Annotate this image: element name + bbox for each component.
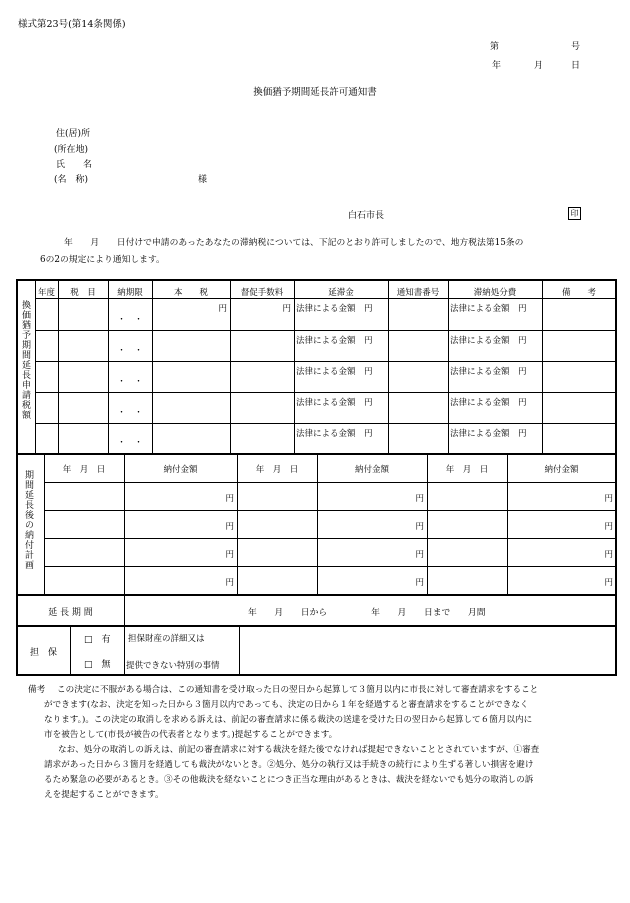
yen-unit: 円 bbox=[415, 550, 424, 560]
plan-header-date-1: 年 月 日 bbox=[62, 465, 106, 475]
issuer-name: 白石市長 bbox=[348, 211, 385, 221]
yen-unit: 円 bbox=[415, 522, 424, 532]
date-year-label: 年 bbox=[492, 61, 502, 71]
col-header-disposition-cost: 滞納処分費 bbox=[473, 288, 517, 298]
remarks-line: なお、処分の取消しの訴えは、前記の審査請求に対する裁決を経た後でなければ提起できないこととされていますが、①審査 bbox=[58, 745, 540, 755]
col-header-late-fee: 延滞金 bbox=[328, 288, 354, 298]
yen-unit: 円 bbox=[225, 550, 234, 560]
yen-unit: 円 bbox=[604, 550, 613, 560]
security-label: 担 保 bbox=[29, 648, 57, 658]
col-header-reminder-fee: 督促手数料 bbox=[240, 288, 284, 298]
yen-unit: 円 bbox=[225, 578, 234, 588]
security-option-yes[interactable]: □ 有 bbox=[84, 635, 111, 645]
yen-unit: 円 bbox=[415, 494, 424, 504]
honorific: 様 bbox=[198, 175, 208, 185]
yen-unit: 円 bbox=[225, 494, 234, 504]
payment-plan-side-label: 期間延長後の納付計画 bbox=[23, 470, 33, 570]
col-header-remarks: 備 考 bbox=[561, 288, 596, 298]
date-month-label: 月 bbox=[534, 61, 544, 71]
disposition-cost-text: 法律による金額 円 bbox=[450, 429, 527, 439]
address-label: 住(居)所 bbox=[56, 129, 91, 139]
yen-unit: 円 bbox=[604, 522, 613, 532]
security-option-no[interactable]: □ 無 bbox=[84, 660, 111, 670]
remarks-line: えを提起することができます。 bbox=[44, 790, 164, 800]
tax-table-side-label: 換価猶予期間延長申請税額 bbox=[20, 300, 30, 420]
col-header-due-date: 納期限 bbox=[117, 288, 143, 298]
location-label: (所在地) bbox=[54, 145, 89, 155]
late-fee-text: 法律による金額 円 bbox=[296, 304, 373, 314]
yen-unit: 円 bbox=[218, 304, 227, 314]
due-date-placeholder: ・ ・ bbox=[117, 346, 143, 356]
plan-header-amount-1: 納付金額 bbox=[163, 465, 198, 475]
form-number: 様式第23号(第14条関係) bbox=[18, 19, 126, 30]
disposition-cost-text: 法律による金額 円 bbox=[450, 398, 527, 408]
col-header-notice-number: 通知書番号 bbox=[396, 288, 440, 298]
yen-unit: 円 bbox=[282, 304, 291, 314]
col-header-tax-item: 税 目 bbox=[70, 288, 96, 298]
number-suffix: 号 bbox=[571, 42, 581, 52]
yen-unit: 円 bbox=[415, 578, 424, 588]
disposition-cost-text: 法律による金額 円 bbox=[450, 367, 527, 377]
late-fee-text: 法律による金額 円 bbox=[296, 429, 373, 439]
date-day-label: 日 bbox=[571, 61, 581, 71]
due-date-placeholder: ・ ・ bbox=[117, 377, 143, 387]
due-date-placeholder: ・ ・ bbox=[117, 408, 143, 418]
col-header-principal: 本 税 bbox=[173, 288, 208, 298]
late-fee-text: 法律による金額 円 bbox=[296, 367, 373, 377]
name-label: 氏 名 bbox=[56, 160, 93, 170]
plan-header-date-2: 年 月 日 bbox=[255, 465, 299, 475]
due-date-placeholder: ・ ・ bbox=[117, 315, 143, 325]
disposition-cost-text: 法律による金額 円 bbox=[450, 304, 527, 314]
remarks-line: この決定に不服がある場合は、この通知書を受け取った日の翌日から起算して３箇月以内に市長に対して審査請求をすること bbox=[57, 685, 539, 695]
security-detail-line-2: 提供できない特別の事情 bbox=[126, 661, 220, 671]
remarks-label: 備考 bbox=[28, 685, 46, 695]
yen-unit: 円 bbox=[604, 578, 613, 588]
late-fee-text: 法律による金額 円 bbox=[296, 336, 373, 346]
extension-period-text: 年 月 日から 年 月 日まで 月間 bbox=[248, 608, 486, 618]
remarks-line: るため緊急の必要があるとき。③その他裁決を経ないことにつき正当な理由があるときは、裁決を経ないでも処分の取消しの訴 bbox=[44, 775, 534, 785]
intro-line-2: 6の2の規定により通知します。 bbox=[40, 255, 165, 265]
remarks-line: 市を被告として(市長が被告の代表者となります。)提起することができます。 bbox=[44, 730, 338, 740]
corp-name-label: (名 称) bbox=[54, 175, 89, 185]
security-detail-line-1: 担保財産の詳細又は bbox=[128, 634, 205, 644]
col-header-year: 年度 bbox=[37, 288, 55, 298]
remarks-line: 請求があった日から３箇月を経過しても裁決がないとき。②処分、処分の執行又は手続きの続行により生ずる著しい損害を避け bbox=[44, 760, 534, 770]
disposition-cost-text: 法律による金額 円 bbox=[450, 336, 527, 346]
remarks-line: なります。)。この決定の取消しを求める訴えは、前記の審査請求に係る裁決の送達を受けた日の翌日から起算して６箇月以内に bbox=[44, 715, 533, 725]
plan-header-date-3: 年 月 日 bbox=[445, 465, 489, 475]
late-fee-text: 法律による金額 円 bbox=[296, 398, 373, 408]
due-date-placeholder: ・ ・ bbox=[117, 438, 143, 448]
document-title: 換価猶予期間延長許可通知書 bbox=[253, 87, 377, 98]
plan-header-amount-3: 納付金額 bbox=[544, 465, 579, 475]
yen-unit: 円 bbox=[225, 522, 234, 532]
extension-period-label: 延 長 期 間 bbox=[48, 608, 93, 618]
remarks-line: ができます(なお、決定を知った日から３箇月以内であっても、決定の日から１年を経過すると審査請求をすることができなく bbox=[44, 700, 529, 710]
number-prefix: 第 bbox=[490, 42, 500, 52]
yen-unit: 円 bbox=[604, 494, 613, 504]
plan-header-amount-2: 納付金額 bbox=[354, 465, 389, 475]
seal-mark: 印 bbox=[568, 207, 581, 220]
intro-line-1: 年 月 日付けで申請のあったあなたの滞納税については、下記のとおり許可しましたので、地方税法第15条の bbox=[64, 238, 524, 248]
